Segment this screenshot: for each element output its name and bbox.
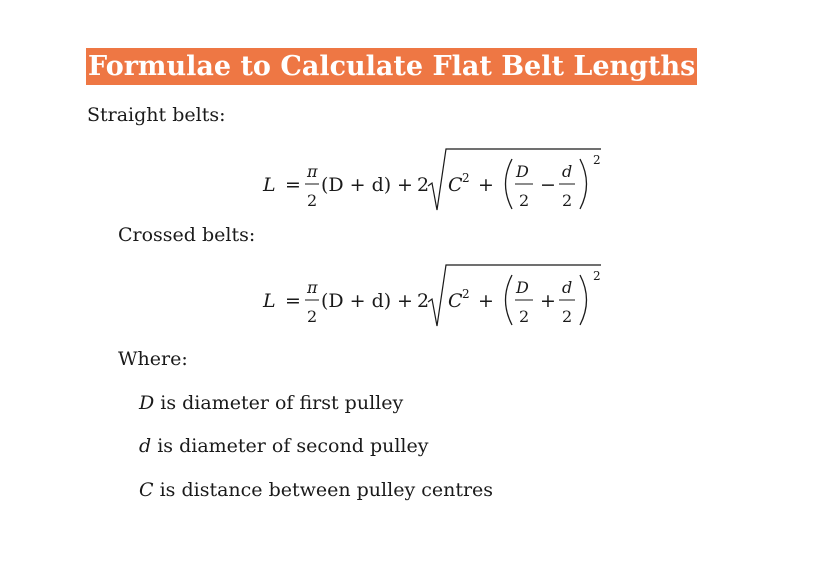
formula-lhs: L xyxy=(263,290,276,312)
straight-belts-label: Straight belts: xyxy=(87,104,226,126)
formula-big-d: D xyxy=(516,162,529,181)
formula-two: 2 xyxy=(562,307,573,326)
definition-symbol: d xyxy=(139,435,152,457)
definition-symbol: D xyxy=(139,392,155,414)
straight-belt-formula xyxy=(255,146,615,218)
formula-pi: π xyxy=(307,162,318,181)
formula-two: 2 xyxy=(307,191,318,210)
formula-plus: + xyxy=(397,290,413,312)
definition-text: is distance between pulley centres xyxy=(159,479,494,501)
formula-c-exponent: 2 xyxy=(462,287,470,301)
definition-item xyxy=(139,479,493,501)
formula-two: 2 xyxy=(562,191,573,210)
formula-operator: + xyxy=(540,290,556,312)
formula-plus: + xyxy=(397,174,413,196)
formula-small-d: d xyxy=(562,278,573,297)
crossed-belt-formula xyxy=(255,262,615,334)
formula-outer-exponent: 2 xyxy=(593,153,601,167)
formula-plus-inner: + xyxy=(478,174,494,196)
formula-c: C xyxy=(448,174,463,196)
formula-equals: = xyxy=(285,174,301,196)
formula-plus-inner: + xyxy=(478,290,494,312)
definition-symbol: C xyxy=(139,479,154,501)
formula-coefficient: 2 xyxy=(417,290,430,312)
left-paren xyxy=(506,275,513,325)
formula-c: C xyxy=(448,290,463,312)
crossed-belts-label: Crossed belts: xyxy=(118,224,256,246)
formula-c-exponent: 2 xyxy=(462,171,470,185)
formula-outer-exponent: 2 xyxy=(593,269,601,283)
formula-coefficient: 2 xyxy=(417,174,430,196)
where-label: Where: xyxy=(118,348,188,370)
formula-pi: π xyxy=(307,278,318,297)
formula-big-d: D xyxy=(516,278,529,297)
definition-item xyxy=(139,392,403,414)
formula-two: 2 xyxy=(519,307,530,326)
page-title: Formulae to Calculate Flat Belt Lengths xyxy=(86,48,697,85)
formula-paren-term: (D + d) xyxy=(321,290,392,312)
formula-equals: = xyxy=(285,290,301,312)
formula-paren-term: (D + d) xyxy=(321,174,392,196)
right-paren xyxy=(580,275,587,325)
formula-two: 2 xyxy=(307,307,318,326)
formula-operator: − xyxy=(540,174,556,196)
formula-two: 2 xyxy=(519,191,530,210)
definition-text: is diameter of second pulley xyxy=(157,435,429,457)
right-paren xyxy=(580,159,587,209)
formula-lhs: L xyxy=(263,174,276,196)
definition-item xyxy=(139,435,428,457)
definition-text: is diameter of first pulley xyxy=(160,392,404,414)
left-paren xyxy=(506,159,513,209)
formula-small-d: d xyxy=(562,162,573,181)
